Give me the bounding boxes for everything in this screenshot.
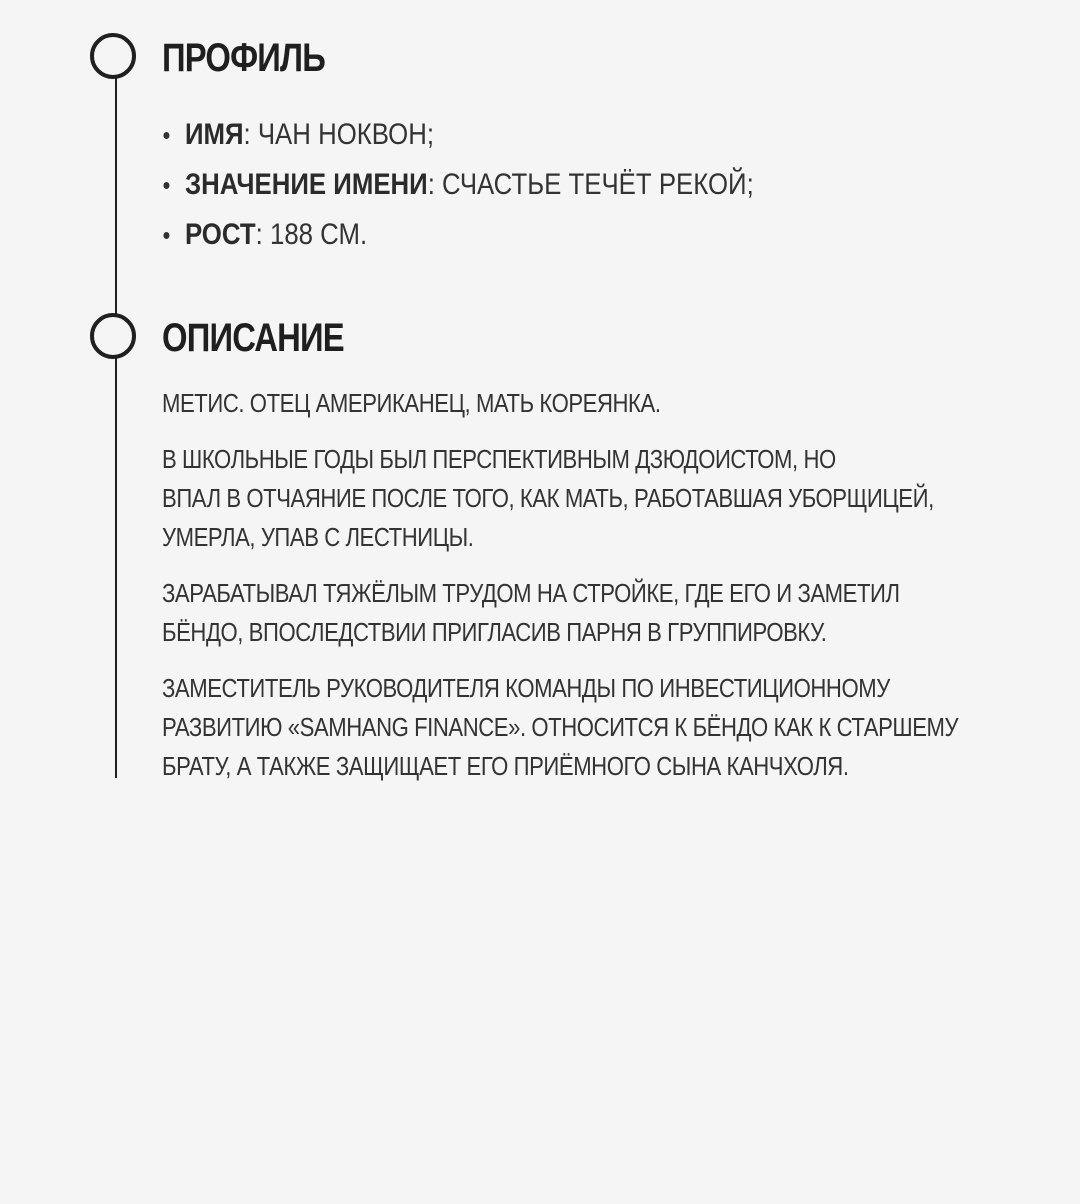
description-paragraph <box>162 574 910 652</box>
fact-value: СЧАСТЬЕ ТЕЧЁТ РЕКОЙ; <box>442 168 754 201</box>
timeline-line <box>115 56 117 778</box>
fact-value: ЧАН НОКВОН; <box>257 118 435 151</box>
description-line: ВПАЛ В ОТЧАЯНИЕ ПОСЛЕ ТОГО, КАК МАТЬ, РАБОТАВШАЯ УБОРЩИЦЕЙ, <box>162 483 934 513</box>
description-line: ЗАРАБАТЫВАЛ ТЯЖЁЛЫМ ТРУДОМ НА СТРОЙКЕ, ГДЕ ЕГО И ЗАМЕТИЛ <box>162 578 900 608</box>
profile-section-title: ПРОФИЛЬ <box>162 36 325 80</box>
description-line: ЗАМЕСТИТЕЛЬ РУКОВОДИТЕЛЯ КОМАНДЫ ПО ИНВЕСТИЦИОННОМУ <box>162 673 890 703</box>
fact-height: РОСТ: 188 СМ. <box>160 212 754 262</box>
description-line: БЁНДО, ВПОСЛЕДСТВИИ ПРИГЛАСИВ ПАРНЯ В ГРУППИРОВКУ. <box>162 617 827 647</box>
fact-key: ЗНАЧЕНИЕ ИМЕНИ <box>184 168 428 201</box>
description-timeline-marker-icon <box>90 313 136 359</box>
fact-name: ИМЯ: ЧАН НОКВОН; <box>160 112 754 162</box>
description-line: БРАТУ, А ТАКЖЕ ЗАЩИЩАЕТ ЕГО ПРИЁМНОГО СЫНА КАНЧХОЛЯ. <box>162 751 849 781</box>
description-paragraph <box>162 440 934 557</box>
fact-name-meaning: ЗНАЧЕНИЕ ИМЕНИ: СЧАСТЬЕ ТЕЧЁТ РЕКОЙ; <box>160 162 754 212</box>
fact-key: РОСТ <box>184 218 256 251</box>
description-line: МЕТИС. ОТЕЦ АМЕРИКАНЕЦ, МАТЬ КОРЕЯНКА. <box>162 388 661 418</box>
description-line: РАЗВИТИЮ «SAMHANG FINANCE». ОТНОСИТСЯ К БЁНДО КАК К СТАРШЕМУ <box>162 712 959 742</box>
description-line: В ШКОЛЬНЫЕ ГОДЫ БЫЛ ПЕРСПЕКТИВНЫМ ДЗЮДОИСТОМ, НО <box>162 444 836 474</box>
fact-key: ИМЯ <box>184 118 244 151</box>
description-section-title: ОПИСАНИЕ <box>162 316 344 360</box>
profile-facts-list <box>160 112 850 262</box>
description-body <box>162 384 1042 803</box>
description-paragraph <box>162 669 959 786</box>
description-paragraph <box>162 384 910 423</box>
fact-value: 188 СМ. <box>269 218 368 251</box>
description-line: УМЕРЛА, УПАВ С ЛЕСТНИЦЫ. <box>162 522 474 552</box>
profile-timeline-marker-icon <box>90 33 136 79</box>
